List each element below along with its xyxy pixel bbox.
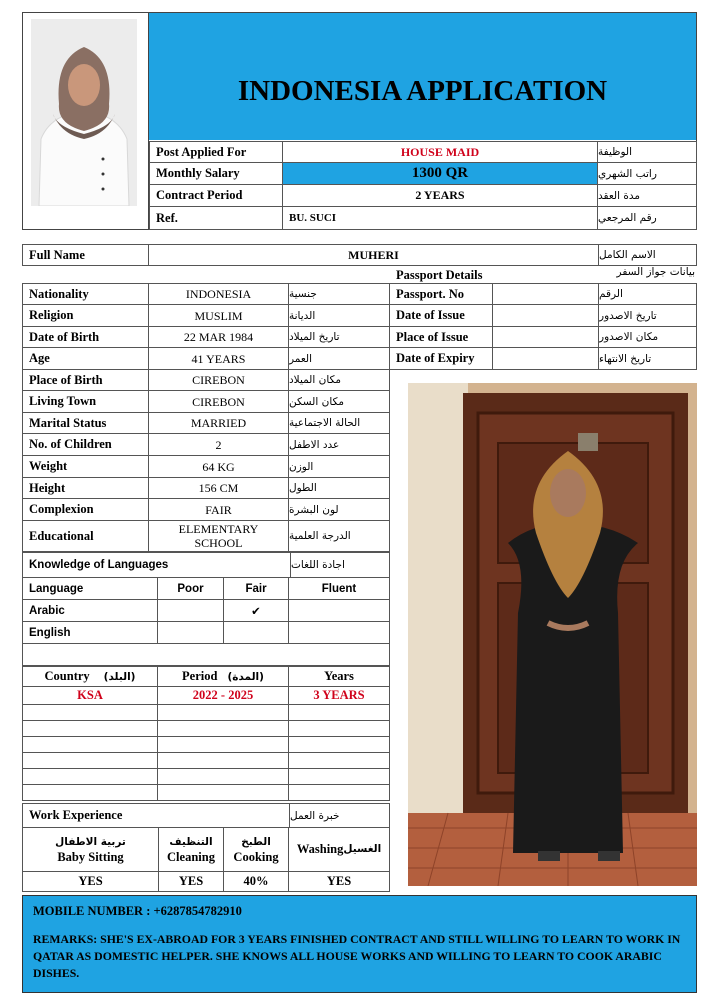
full-name-ar: الاسم الكامل xyxy=(598,244,697,266)
passport-ar: تاريخ الانتهاء xyxy=(598,347,697,370)
skill-header xyxy=(22,827,159,872)
exp-country-ar: (البلد) xyxy=(103,670,136,683)
exp-cell: 2022 - 2025 xyxy=(157,686,289,705)
exp-blank-cell xyxy=(288,704,390,721)
personal-value: MARRIED xyxy=(148,412,289,434)
language-cell: ✔ xyxy=(223,599,289,622)
personal-ar: جنسية xyxy=(288,283,390,305)
language-cell xyxy=(288,621,390,644)
contract-value: 2 YEARS xyxy=(282,184,598,207)
language-cell xyxy=(157,621,224,644)
language-cell xyxy=(288,599,390,622)
exp-blank-cell xyxy=(22,704,158,721)
passport-ar: الرقم xyxy=(598,283,697,305)
contract-ar: مدة العقد xyxy=(597,184,697,207)
personal-label: Date of Birth xyxy=(22,326,149,348)
personal-label: No. of Children xyxy=(22,433,149,456)
work-experience-ar: خبرة العمل xyxy=(289,803,390,828)
personal-ar: الوزن xyxy=(288,455,390,478)
personal-value: INDONESIA xyxy=(148,283,289,305)
skill-value: 40% xyxy=(223,871,289,892)
footer-box xyxy=(22,895,697,993)
personal-label: Complexion xyxy=(22,498,149,521)
skill-label: Baby Sitting xyxy=(57,849,124,864)
personal-value: 2 xyxy=(148,433,289,456)
skill-label: Cooking xyxy=(233,849,279,864)
exp-blank-cell xyxy=(288,736,390,753)
personal-ar: الدرجة العلمية xyxy=(288,520,390,552)
language-header: Language xyxy=(22,577,158,600)
personal-value: FAIR xyxy=(148,498,289,521)
full-name-value: MUHERI xyxy=(148,244,599,266)
exp-blank-cell xyxy=(157,752,289,769)
personal-label: Place of Birth xyxy=(22,369,149,391)
language-cell xyxy=(157,599,224,622)
personal-label: Nationality xyxy=(22,283,149,305)
salary-label: Monthly Salary xyxy=(149,162,283,185)
passport-ar: تاريخ الاصدور xyxy=(598,304,697,327)
skill-value: YES xyxy=(288,871,390,892)
language-header: Fair xyxy=(223,577,289,600)
personal-ar: العمر xyxy=(288,347,390,370)
personal-ar: تاريخ الميلاد xyxy=(288,326,390,348)
passport-header-ar: بيانات جواز السفر xyxy=(616,266,695,278)
full-body-photo xyxy=(408,383,697,886)
personal-value: 64 KG xyxy=(148,455,289,478)
exp-period-ar: (المدة) xyxy=(227,670,264,683)
exp-header-country xyxy=(22,666,158,687)
mobile-number: MOBILE NUMBER : +6287854782910 xyxy=(33,904,242,918)
exp-blank-cell xyxy=(288,784,390,801)
skill-ar: تربية الاطفال xyxy=(55,835,126,848)
exp-blank-cell xyxy=(288,752,390,769)
passport-label: Passport. No xyxy=(389,283,493,305)
personal-label: Living Town xyxy=(22,390,149,413)
passport-label: Place of Issue xyxy=(389,326,493,348)
language-cell: Arabic xyxy=(22,599,158,622)
ref-value: BU. SUCI xyxy=(282,206,598,230)
post-ar: الوظيفة xyxy=(597,141,697,163)
skill-label: Cleaning xyxy=(167,849,215,864)
language-cell xyxy=(223,621,289,644)
exp-blank-cell xyxy=(288,768,390,785)
personal-ar: مكان الميلاد xyxy=(288,369,390,391)
personal-label: Marital Status xyxy=(22,412,149,434)
salary-value: 1300 QR xyxy=(282,162,598,185)
personal-value: CIREBON xyxy=(148,390,289,413)
exp-blank-cell xyxy=(157,768,289,785)
ref-ar: رقم المرجعي xyxy=(597,206,697,230)
skill-value: YES xyxy=(158,871,224,892)
personal-label: Religion xyxy=(22,304,149,327)
exp-blank-cell xyxy=(157,736,289,753)
language-header: Poor xyxy=(157,577,224,600)
exp-country-label: Country xyxy=(44,669,90,683)
personal-value: 22 MAR 1984 xyxy=(148,326,289,348)
exp-blank-cell xyxy=(22,720,158,737)
exp-blank-cell xyxy=(22,752,158,769)
exp-cell: KSA xyxy=(22,686,158,705)
exp-blank-cell xyxy=(22,736,158,753)
personal-value: 156 CM xyxy=(148,477,289,499)
exp-period-label: Period xyxy=(182,669,218,683)
exp-blank-cell xyxy=(157,704,289,721)
personal-ar: لون البشرة xyxy=(288,498,390,521)
personal-ar: الديانة xyxy=(288,304,390,327)
personal-ar: الحالة الاجتماعية xyxy=(288,412,390,434)
personal-value: ELEMENTARY SCHOOL xyxy=(148,520,289,552)
passport-value xyxy=(492,347,599,370)
personal-label: Height xyxy=(22,477,149,499)
title-banner xyxy=(149,13,696,140)
full-name-label: Full Name xyxy=(22,244,149,266)
personal-label: Age xyxy=(22,347,149,370)
personal-label: Weight xyxy=(22,455,149,478)
ref-label: Ref. xyxy=(149,206,283,230)
page-title: INDONESIA APPLICATION xyxy=(237,75,608,107)
passport-value xyxy=(492,283,599,305)
contract-label: Contract Period xyxy=(149,184,283,207)
skill-ar: الغسيل xyxy=(343,843,382,855)
personal-value: 41 YEARS xyxy=(148,347,289,370)
exp-blank-cell xyxy=(22,784,158,801)
skill-label: Washing xyxy=(296,842,344,856)
skill-value: YES xyxy=(22,871,159,892)
passport-header: Passport Details xyxy=(396,268,483,282)
exp-header-years: Years xyxy=(288,666,390,687)
language-header: Fluent xyxy=(288,577,390,600)
remarks: REMARKS: SHE'S EX-ABROAD FOR 3 YEARS FINISHED CONTRACT AND STILL WILLING TO LEARN TO WORK IN QATAR AS DOMESTIC HELPER. SHE KNOWS ALL HOUSE WORKS AND WILLING TO LEARN TO COOK ARABIC DISHES. xyxy=(33,932,681,980)
post-label: Post Applied For xyxy=(149,141,283,163)
personal-ar: الطول xyxy=(288,477,390,499)
post-value: HOUSE MAID xyxy=(282,141,598,163)
personal-value: CIREBON xyxy=(148,369,289,391)
passport-label: Date of Issue xyxy=(389,304,493,327)
personal-ar: عدد الاطفل xyxy=(288,433,390,456)
work-experience-label: Work Experience xyxy=(22,803,290,828)
skill-ar: الطبخ xyxy=(241,835,271,848)
skill-header xyxy=(288,827,390,872)
exp-blank-cell xyxy=(157,784,289,801)
passport-ar: مكان الاصدور xyxy=(598,326,697,348)
skill-header xyxy=(223,827,289,872)
exp-blank-cell xyxy=(288,720,390,737)
language-cell: English xyxy=(22,621,158,644)
personal-label: Educational xyxy=(22,520,149,552)
exp-blank-cell xyxy=(157,720,289,737)
language-blank-row xyxy=(22,643,390,666)
passport-label: Date of Expiry xyxy=(389,347,493,370)
passport-value xyxy=(492,304,599,327)
passport-value xyxy=(492,326,599,348)
salary-ar: راتب الشهري xyxy=(597,162,697,185)
personal-value: MUSLIM xyxy=(148,304,289,327)
portrait-photo xyxy=(31,19,137,206)
exp-header-period xyxy=(157,666,289,687)
skill-header xyxy=(158,827,224,872)
exp-cell: 3 YEARS xyxy=(288,686,390,705)
personal-ar: مكان السكن xyxy=(288,390,390,413)
skill-ar: التنظيف xyxy=(169,835,213,848)
languages-title: Knowledge of Languages xyxy=(22,552,291,578)
languages-title-ar: اجادة اللغات xyxy=(290,552,390,578)
exp-blank-cell xyxy=(22,768,158,785)
